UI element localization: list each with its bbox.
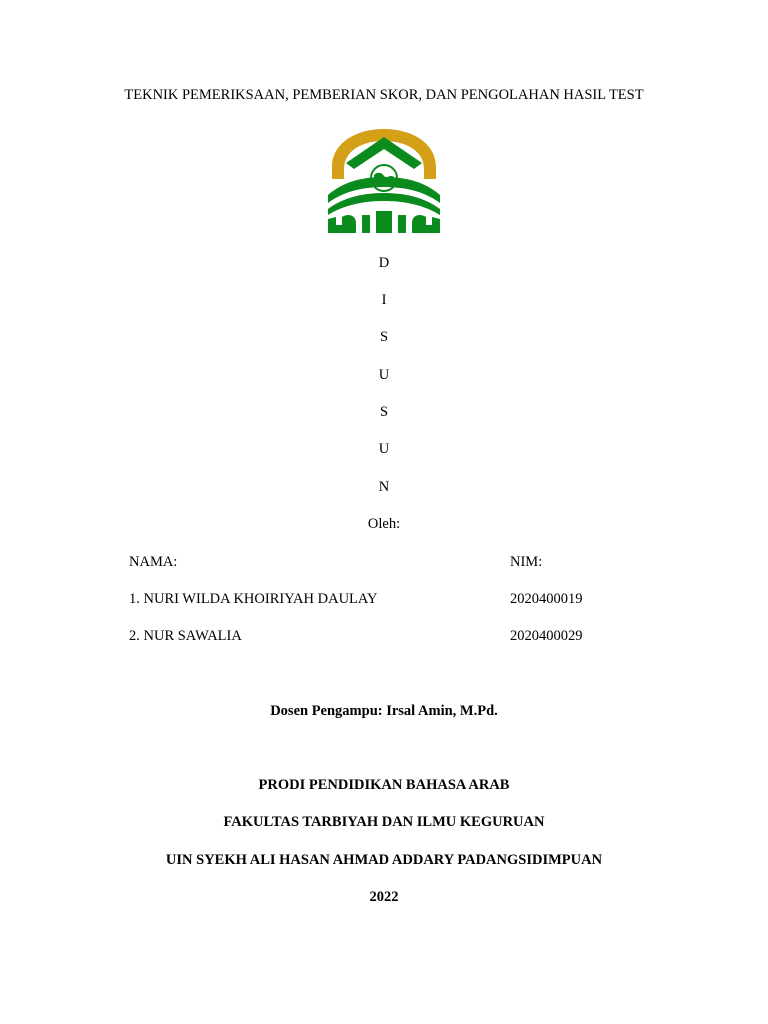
student-name: 2. NUR SAWALIA xyxy=(129,628,242,644)
student-nim: 2020400019 xyxy=(510,591,583,607)
prodi-line: PRODI PENDIDIKAN BAHASA ARAB xyxy=(258,777,510,793)
university-line: UIN SYEKH ALI HASAN AHMAD ADDARY PADANGSIDIMPUAN xyxy=(165,852,603,868)
disusun-letter: N xyxy=(378,479,390,495)
fakultas-line: FAKULTAS TARBIYAH DAN ILMU KEGURUAN xyxy=(223,814,545,830)
disusun-letter: S xyxy=(379,404,389,420)
disusun-letter: U xyxy=(378,441,390,457)
document-title: TEKNIK PEMERIKSAAN, PEMBERIAN SKOR, DAN PENGOLAHAN HASIL TEST xyxy=(124,87,644,103)
table-row xyxy=(0,591,768,611)
disusun-letter: U xyxy=(378,367,390,383)
year-line: 2022 xyxy=(369,889,399,905)
name-column-header: NAMA: xyxy=(129,554,178,570)
disusun-letter: S xyxy=(379,329,389,345)
table-header-row xyxy=(0,554,768,574)
disusun-letter: D xyxy=(378,255,390,271)
student-nim: 2020400029 xyxy=(510,628,583,644)
lecturer-line: Dosen Pengampu: Irsal Amin, M.Pd. xyxy=(270,703,498,719)
university-logo-icon xyxy=(326,127,442,233)
table-row xyxy=(0,628,768,648)
oleh-label: Oleh: xyxy=(367,516,401,532)
disusun-letter: I xyxy=(381,292,387,308)
student-name: 1. NURI WILDA KHOIRIYAH DAULAY xyxy=(129,591,378,607)
nim-column-header: NIM: xyxy=(510,554,543,570)
